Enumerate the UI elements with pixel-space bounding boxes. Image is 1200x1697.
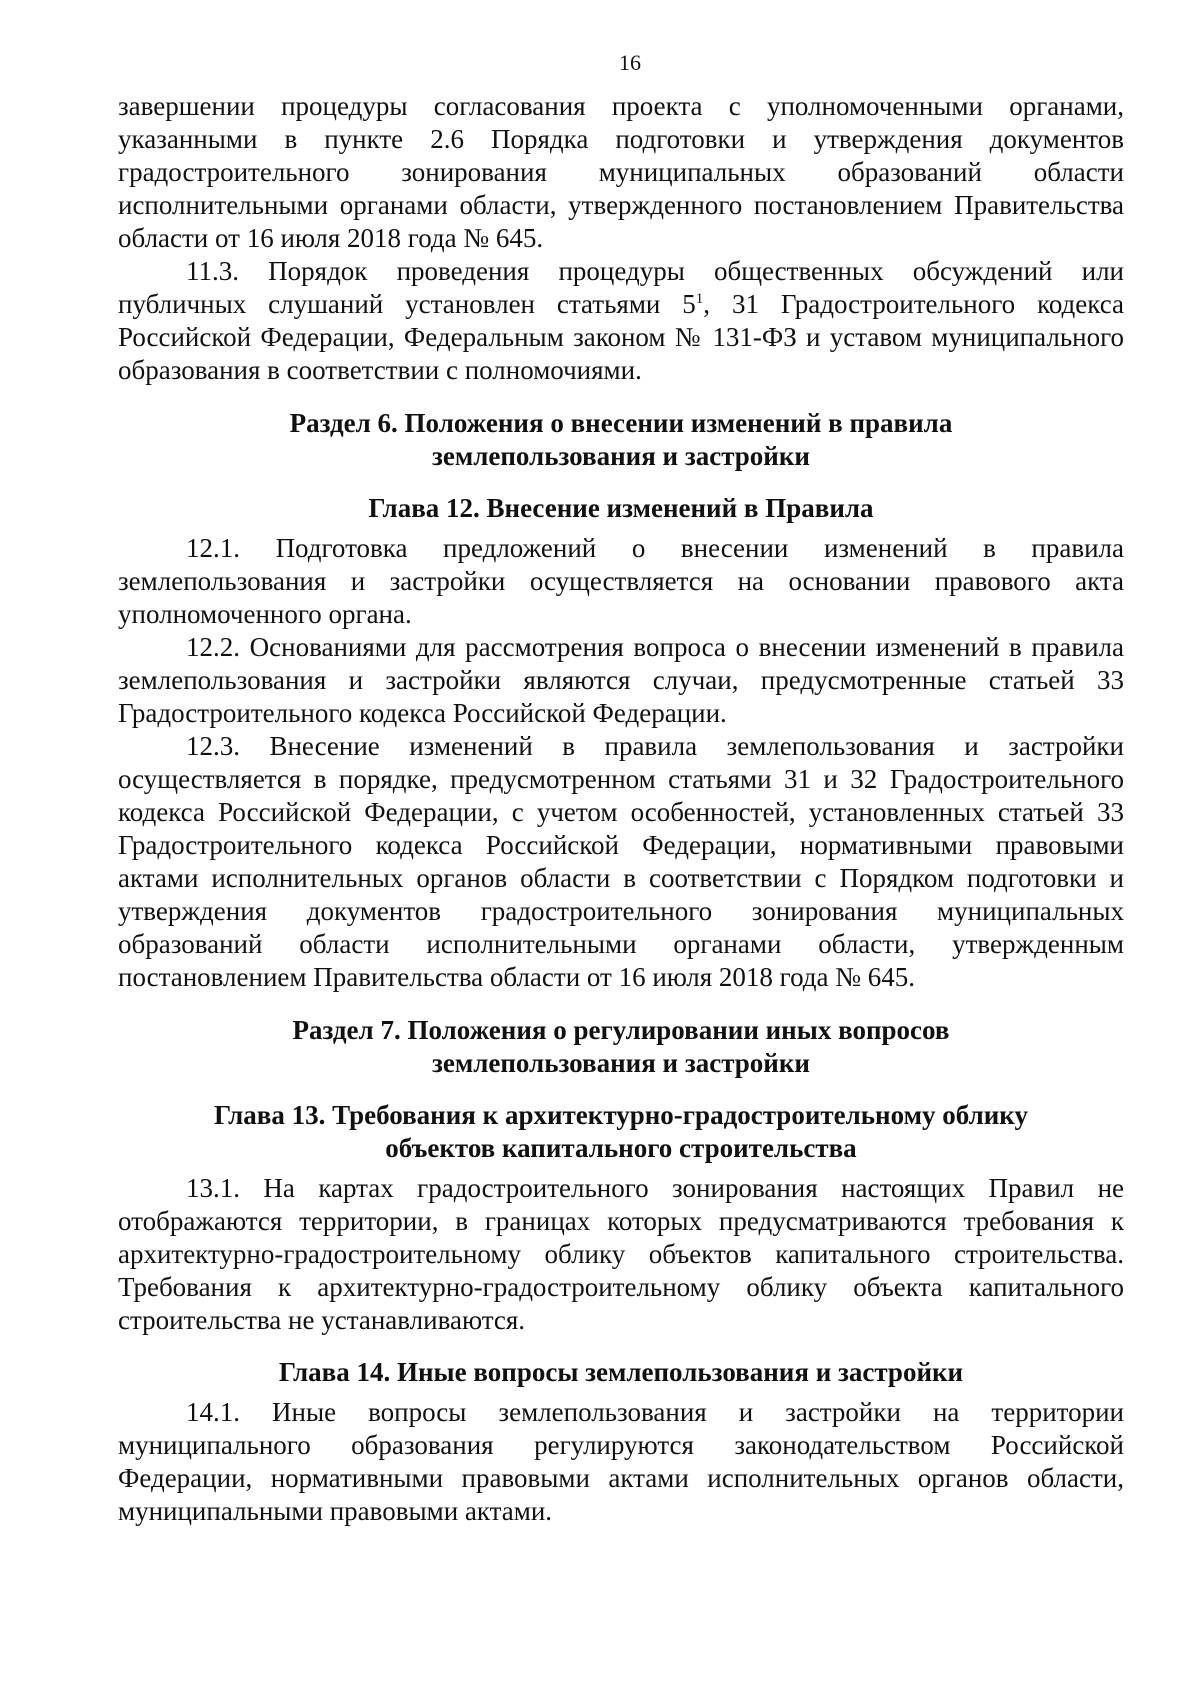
- section-7-heading-line-2: землепользования и застройки: [432, 1048, 810, 1078]
- paragraph-11-3-text-before: 11.3. Порядок проведения процедуры общественных обсуждений или публичных слушаний установлен статьями 5: [118, 256, 1124, 319]
- chapter-13-heading-line-2: объектов капитального строительства: [385, 1133, 857, 1163]
- paragraph-continuation: завершении процедуры согласования проекта с уполномоченными органами, указанными в пункте 2.6 Порядка подготовки и утверждения документов градостроительного зонирования муниципальных образований области исполнительными органами области, утвержденного постановлением Правительства области от 16 июля 2018 года № 645.: [118, 91, 1124, 253]
- paragraph-11-3: [118, 255, 1124, 387]
- paragraph-12-3: 12.3. Внесение изменений в правила землепользования и застройки осуществляется в порядке, предусмотренном статьями 31 и 32 Градостроительного кодекса Российской Федерации, с учетом особенностей, установленных статьей 33 Градостроительного кодекса Российской Федерации, нормативными правовыми актами исполнительных органов области в соответствии с Порядком подготовки и утверждения документов градостроительного зонирования муниципальных образований области исполнительными органами области, утвержденным постановлением Правительства области от 16 июля 2018 года № 645.: [118, 731, 1124, 992]
- section-6-heading-line-1: Раздел 6. Положения о внесении изменений в правила: [289, 408, 953, 438]
- paragraph-14-1: 14.1. Иные вопросы землепользования и застройки на территории муниципального образования регулируются законодательством Российской Федерации, нормативными правовыми актами исполнительных органов области, муниципальными правовыми актами.: [118, 1397, 1124, 1526]
- chapter-13-heading-line-1: Глава 13. Требования к архитектурно-градостроительному облику: [214, 1100, 1028, 1130]
- chapter-12-heading-line-1: Глава 12. Внесение изменений в Правила: [368, 493, 874, 523]
- chapter-14-heading: [118, 1356, 1124, 1389]
- superscript-index: 1: [695, 291, 704, 307]
- page-number: 16: [619, 50, 641, 75]
- chapter-13-heading: [118, 1099, 1124, 1165]
- paragraph-11-3-text-after: , 31 Градостроительного кодекса Российской Федерации, Федеральным законом № 131-ФЗ и уставом муниципального образования в соответствии с полномочиями.: [118, 289, 1125, 385]
- section-6-heading-line-2: землепользования и застройки: [432, 441, 810, 471]
- paragraph-13-1: 13.1. На картах градостроительного зонирования настоящих Правил не отображаются территории, в границах которых предусматриваются требования к архитектурно-градостроительному облику объектов капитального строительства. Требования к архитектурно-градостроительному облику объекта капитального строительства не устанавливаются.: [118, 1173, 1124, 1335]
- paragraph-12-2: 12.2. Основаниями для рассмотрения вопроса о внесении изменений в правила землепользования и застройки являются случаи, предусмотренные статьей 33 Градостроительного кодекса Российской Федерации.: [118, 632, 1124, 728]
- section-7-heading: [118, 1014, 1124, 1080]
- paragraph-12-1: 12.1. Подготовка предложений о внесении изменений в правила землепользования и застройки осуществляется на основании правового акта уполномоченного органа.: [118, 533, 1124, 629]
- section-7-heading-line-1: Раздел 7. Положения о регулировании иных вопросов: [292, 1015, 950, 1045]
- chapter-14-heading-line-1: Глава 14. Иные вопросы землепользования и застройки: [278, 1357, 964, 1387]
- chapter-12-heading: [118, 492, 1124, 525]
- section-6-heading: [118, 407, 1124, 473]
